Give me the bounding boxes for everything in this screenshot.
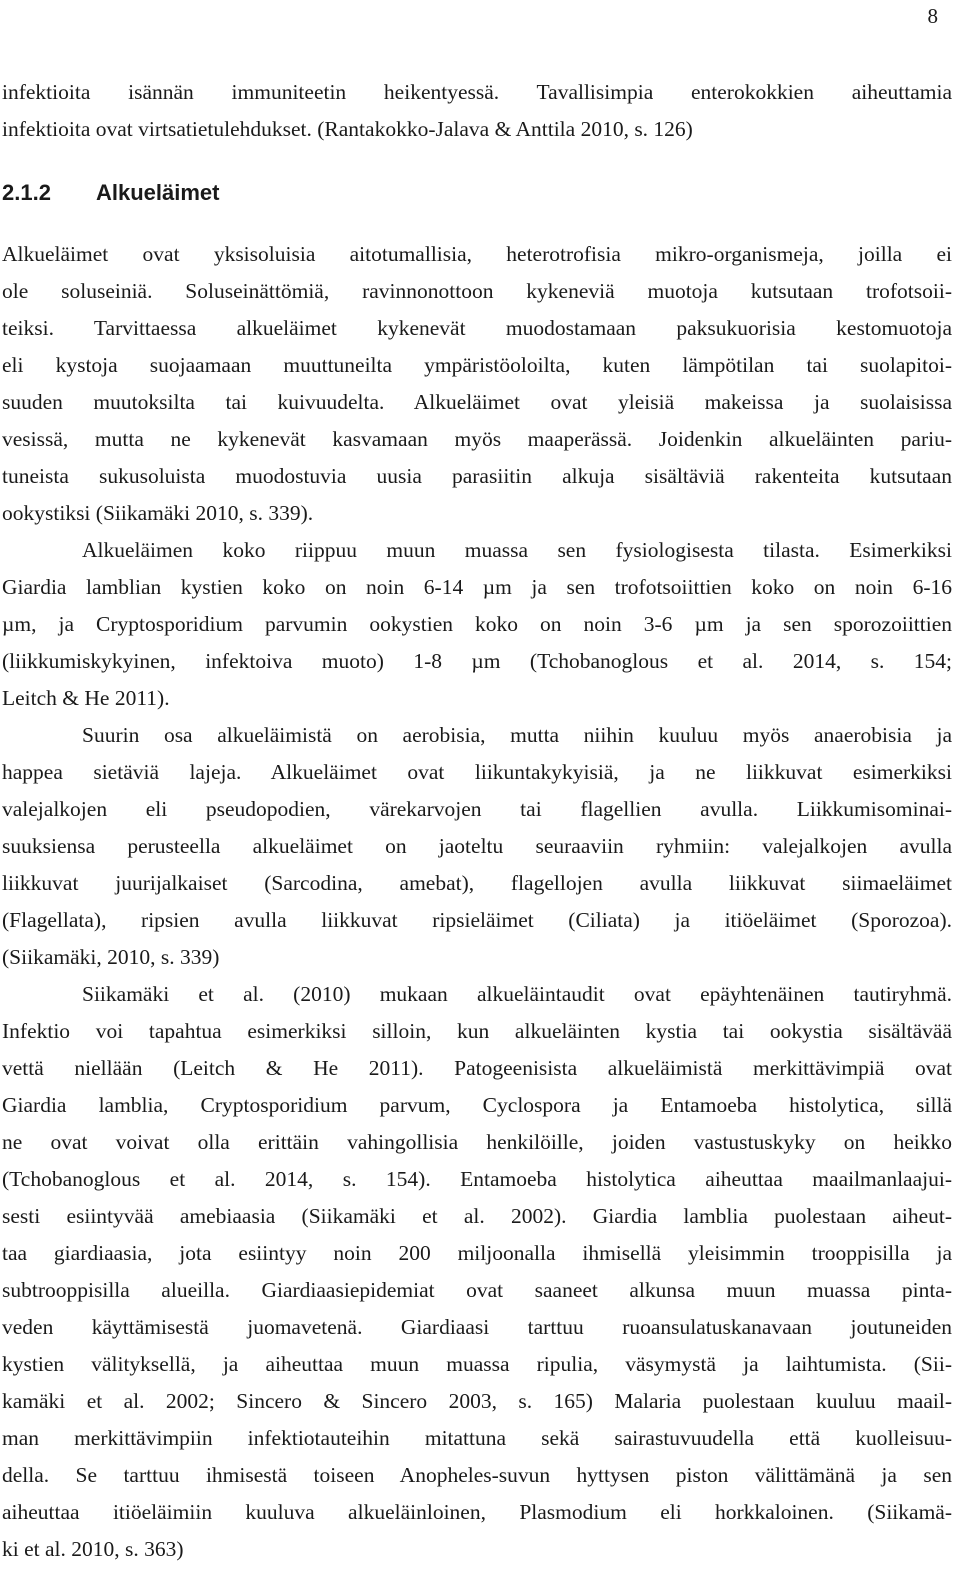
text-line: kystien välityksellä, ja aiheuttaa muun muassa ripulia, väsymystä ja laihtumista. (Sii- [2,1352,952,1376]
text-line: aiheuttaa itiöeläimiin kuuluva alkueläinloinen, Plasmodium eli horkkaloinen. (Siikamä- [2,1500,952,1524]
text-line: vettä niellään (Leitch & He 2011). Patogeenisista alkueläimistä merkittävimpiä ovat [2,1056,952,1080]
text-line: eli kystoja suojaamaan muuttuneilta ympäristöoloilta, kuten lämpötilan tai suolapitoi- [2,353,952,377]
text-line: sesti esiintyvää amebiaasia (Siikamäki et al. 2002). Giardia lamblia puolestaan aiheut- [2,1204,952,1228]
text-line: veden käyttämisestä juomavetenä. Giardiaasi tarttuu ruoansulatuskanavaan joutuneiden [2,1315,952,1339]
paragraph-1 [2,236,952,532]
text-line: Giardia lamblian kystien koko on noin 6-14 µm ja sen trofotsoiittien koko on noin 6-16 [2,575,952,599]
text-line: happea sietäviä lajeja. Alkueläimet ovat liikuntakykyisiä, ja ne liikkuvat esimerkiksi [2,760,952,784]
text-line: ookystiksi (Siikamäki 2010, s. 339). [2,501,314,525]
text-line: Giardia lamblia, Cryptosporidium parvum, Cyclospora ja Entamoeba histolytica, sillä [2,1093,952,1117]
section-number: 2.1.2 [2,180,51,205]
text-line: Alkueläimen koko riippuu muun muassa sen fysiologisesta tilasta. Esimerkiksi [82,538,952,562]
text-line: taa giardiaasia, jota esiintyy noin 200 miljoonalla ihmisellä yleisimmin trooppisilla ja [2,1241,952,1265]
text-line: infektioita ovat virtsatietulehdukset. (Rantakokko-Jalava & Anttila 2010, s. 126) [2,117,693,141]
text-line: Siikamäki et al. (2010) mukaan alkueläintaudit ovat epäyhtenäinen tautiryhmä. [82,982,952,1006]
document-body [2,74,952,1568]
text-line: (Tchobanoglous et al. 2014, s. 154). Entamoeba histolytica aiheuttaa maailmanlaajui- [2,1167,952,1191]
text-line: subtrooppisilla alueilla. Giardiaasiepidemiat ovat saaneet alkunsa muun muassa pinta- [2,1278,952,1302]
text-line: suuden muutoksilta tai kuivuudelta. Alkueläimet ovat yleisiä makeissa ja suolaisissa [2,390,952,414]
paragraph-3 [2,717,952,976]
text-line: (liikkumiskykyinen, infektoiva muoto) 1-8 µm (Tchobanoglous et al. 2014, s. 154; [2,649,952,673]
text-line: ne ovat voivat olla erittäin vahingollisia henkilöille, joiden vastustuskyky on heikko [2,1130,952,1154]
text-line: Suurin osa alkueläimistä on aerobisia, mutta niihin kuuluu myös anaerobisia ja [82,723,952,747]
text-line: infektioita isännän immuniteetin heikentyessä. Tavallisimpia enterokokkien aiheuttamia [2,80,952,104]
text-line: kamäki et al. 2002; Sincero & Sincero 2003, s. 165) Malaria puolestaan kuuluu maail- [2,1389,952,1413]
text-line: teiksi. Tarvittaessa alkueläimet kykenevät muodostamaan paksukuorisia kestomuotoja [2,316,952,340]
intro-paragraph [2,74,952,148]
text-line: vesissä, mutta ne kykenevät kasvamaan myös maaperässä. Joidenkin alkueläinten pariu- [2,427,952,451]
text-line: ole soluseiniä. Soluseinättömiä, ravinnonottoon kykeneviä muotoja kutsutaan trofotsoii- [2,279,952,303]
text-line: valejalkojen eli pseudopodien, värekarvojen tai flagellien avulla. Liikkumisominai- [2,797,952,821]
text-line: tuneista sukusoluista muodostuvia uusia parasiitin alkuja sisältäviä rakenteita kutsutaan [2,464,952,488]
text-line: liikkuvat juurijalkaiset (Sarcodina, amebat), flagellojen avulla liikkuvat siimaeläimet [2,871,952,895]
page-number: 8 [927,4,938,28]
section-title: Alkueläimet [96,180,220,205]
paragraph-2 [2,532,952,717]
text-line: man merkittävimpiin infektiotauteihin mitattuna sekä sairastuvuudella että kuolleisuu- [2,1426,952,1450]
text-line: suuksiensa perusteella alkueläimet on jaoteltu seuraaviin ryhmiin: valejalkojen avulla [2,834,952,858]
text-line: Alkueläimet ovat yksisoluisia aitotumallisia, heterotrofisia mikro-organismeja, joilla ei [2,242,952,266]
text-line: ki et al. 2010, s. 363) [2,1537,184,1561]
paragraph-4 [2,976,952,1568]
text-line: µm, ja Cryptosporidium parvumin ookystien koko on noin 3-6 µm ja sen sporozoiittien [2,612,952,636]
text-line: della. Se tarttuu ihmisestä toiseen Anopheles-suvun hyttysen piston välittämänä ja sen [2,1463,952,1487]
text-line: (Flagellata), ripsien avulla liikkuvat ripsieläimet (Ciliata) ja itiöeläimet (Sporozoa). [2,908,952,932]
section-heading [2,174,952,211]
text-line: (Siikamäki, 2010, s. 339) [2,945,220,969]
text-line: Infektio voi tapahtua esimerkiksi silloin, kun alkueläinten kystia tai ookystia sisältävää [2,1019,952,1043]
text-line: Leitch & He 2011). [2,686,170,710]
